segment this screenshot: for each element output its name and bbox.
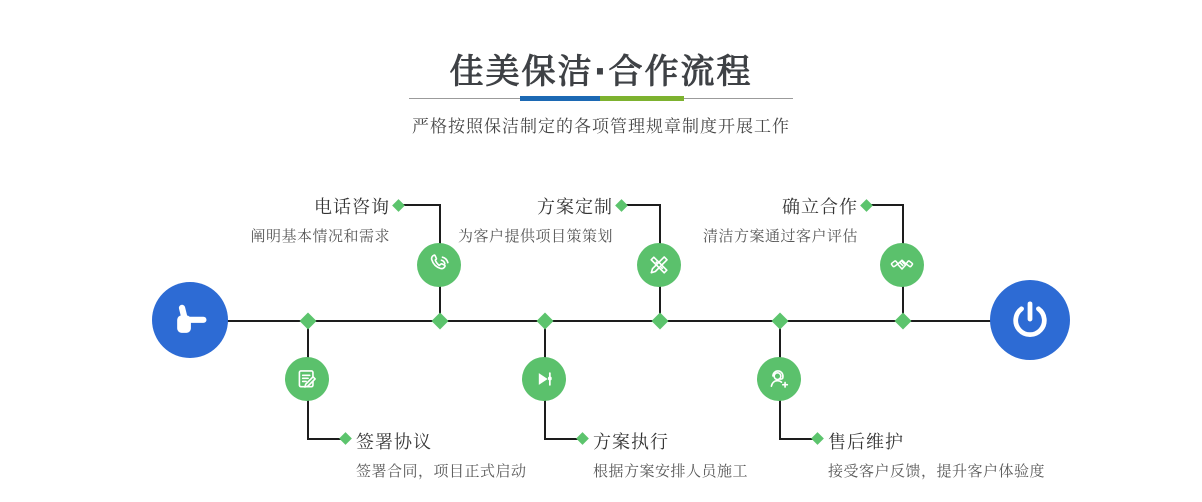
connector-horizontal-step4 [307, 438, 343, 440]
step-desc: 阐明基本情况和需求 [250, 227, 390, 245]
label-bullet-diamond [811, 432, 824, 445]
step-label-handshake [703, 193, 858, 246]
timeline-junction-diamond [895, 313, 912, 330]
step-label-design [458, 193, 613, 246]
label-bullet-diamond [615, 199, 628, 212]
step-title: 方案执行 [593, 432, 669, 453]
timeline-junction-diamond [652, 313, 669, 330]
step-desc: 签署合同，项目正式启动 [356, 462, 527, 480]
start-node [152, 282, 228, 358]
pointing-hand-icon [168, 298, 212, 342]
step-title: 电话咨询 [314, 197, 390, 218]
divider-blue-segment [520, 96, 600, 101]
step-desc: 根据方案安排人员施工 [593, 462, 749, 480]
step-desc: 为客户提供项目策策划 [457, 227, 613, 245]
connector-horizontal-step5 [544, 438, 580, 440]
page-title: 佳美保洁·合作流程 [449, 52, 753, 92]
handshake-icon [889, 252, 915, 278]
power-icon [1008, 298, 1052, 342]
step-label-contract [356, 428, 527, 481]
connector-horizontal-step3 [870, 204, 904, 206]
step-node-contract [285, 357, 329, 401]
step-title: 售后维护 [828, 432, 904, 453]
phone-icon [426, 252, 452, 278]
connector-horizontal-step2 [625, 204, 661, 206]
divider-green-segment [600, 96, 684, 101]
connector-horizontal-step1 [402, 204, 441, 206]
step-label-execute [593, 428, 748, 481]
timeline-junction-diamond [537, 313, 554, 330]
step-node-design [637, 243, 681, 287]
step-node-handshake [880, 243, 924, 287]
step-title: 签署协议 [356, 432, 432, 453]
label-bullet-diamond [576, 432, 589, 445]
step-title: 确立合作 [782, 197, 858, 218]
timeline-junction-diamond [772, 313, 789, 330]
title-divider [409, 96, 793, 102]
label-bullet-diamond [860, 199, 873, 212]
step-label-phone [250, 193, 390, 246]
design-icon [646, 252, 672, 278]
timeline-junction-diamond [300, 313, 317, 330]
label-bullet-diamond [392, 199, 405, 212]
timeline-junction-diamond [432, 313, 449, 330]
label-bullet-diamond [339, 432, 352, 445]
headset-icon [766, 366, 792, 392]
step-desc: 清洁方案通过客户评估 [702, 227, 858, 245]
end-node [990, 280, 1070, 360]
step-node-execute [522, 357, 566, 401]
contract-icon [294, 366, 320, 392]
step-title: 方案定制 [537, 197, 613, 218]
step-node-phone [417, 243, 461, 287]
connector-horizontal-step6 [779, 438, 815, 440]
step-desc: 接受客户反馈，提升客户体验度 [828, 462, 1046, 480]
play-icon [531, 366, 557, 392]
step-node-service [757, 357, 801, 401]
step-label-service [828, 428, 1045, 481]
page-subtitle: 严格按照保洁制定的各项管理规章制度开展工作 [412, 117, 790, 137]
